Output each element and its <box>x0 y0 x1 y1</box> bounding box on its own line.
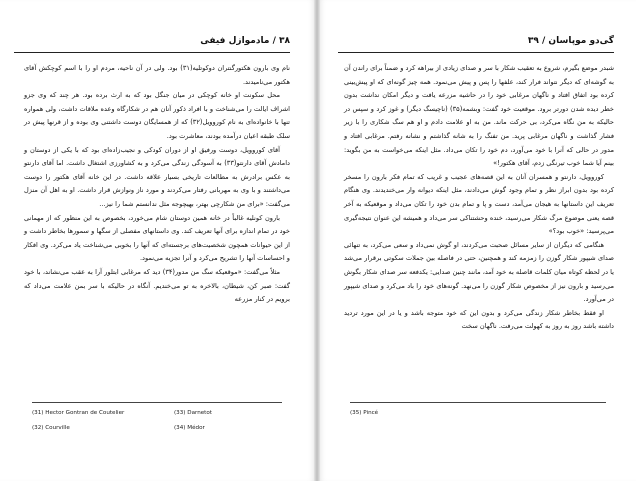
footnote: (34) Médor <box>174 425 205 431</box>
right-footnote-rule <box>350 402 606 403</box>
paragraph: نام وی بارون هکتورگنتران دوکوتلیه(۳۱) بود. ولی در آن ناحیه، مردم او را با اسم کوچکش آقای هکتور می‌نامیدند. <box>24 64 290 86</box>
right-header-rule <box>338 52 614 53</box>
left-page-header: ۳۸ / مادموازل فیفی <box>200 36 290 46</box>
right-page-body <box>344 62 614 334</box>
paragraph: بارون کونلیه غالباً در خانه همین دوستان شام می‌خورد، بخصوص به این منظور که از مهمانی خود در تمام اندازه برای آنها تعریف کند. وی داستانهای مفصلی از سگها و سمورها بخاطر داشت و از این حیوانات همچون شخصیت‌های برجسته‌ای که آنها را بخوبی می‌شناخت یاد می‌کرد. وی افکار و احساسات آنها را تشریح می‌کرد و آنرا تجزیه می‌نمود. <box>24 213 290 263</box>
footnote: (33) Darnetot <box>174 410 212 416</box>
footnote: (35) Pincé <box>350 410 379 416</box>
paragraph: کوروویل، دارنتو و همسران آنان به این قصه‌های عجیب و غریب که تمام فکر بارون را مسخر کرده بود بدون ابراز نظر و تمام وجود گوش می‌دادند، مثل اینکه دیوانه وار می‌خندیدند. وی هنگام تعریف این داستانها به هیجان می‌آمد، دست و پا و تمام بدن خود را تکان می‌داد و موقعیکه به آخر قصه یعنی موضوع مرگ شکار می‌رسید، خنده وحشتناکی سر می‌داد و همیشه این عنوان نتیجه‌گیری می‌پرسید: «خوب بود؟» <box>344 172 614 236</box>
left-page-body <box>24 62 290 307</box>
book-gutter <box>314 0 320 481</box>
right-page-header: گی‌دو موپاسان / ۳۹ <box>527 36 614 46</box>
paragraph: شبدر موضع بگیرم، شروع به تعقیب شکار با سر و صدای زیادی از بیراهه کرد و ضمناً برای راندن آن به گوشه‌ای که دیگر نتواند فرار کند، علفها را پس و پیش می‌نمود. همه چیز گونه‌ای که او پیش‌بینی کرده بود اتفاق افتاد و ناگهان مرغابی خود را در حاشیه مزرعه یافت و دیگر امکان نداشت بدون خطر دیده شدن دورتر برود. موقعیت خود گفت: وبشمه(۳۵) (ناچیسگ دیگر) و غوز کرد و سپس در حالیکه به من نگاه می‌کرد، بی حرکت ماند. من به او علامت دادم و او هم سگ شکاری را با زیر فشار گذاشت و ناگهان مرغابی پرید. من تفنگ را به شانه گذاشتم و نشانه رفتم. مرغابی افتاد و مدور در حالی که آنرا با خود می‌آورد، دم خود را تکان می‌داد. مثل اینکه می‌خواست به من بگوید: بینم آیا شما خوب تیرنگی زدم، آقای هکتور!» <box>344 64 614 168</box>
left-header-rule <box>14 52 290 53</box>
left-footnote-rule <box>32 402 282 403</box>
footnote: (32) Courville <box>32 425 70 431</box>
footnote: (31) Hector Gontran de Coutelier <box>32 410 125 416</box>
paragraph: محل سکونت او خانه کوچکی در میان جنگل بود که به ارث برده بود. هر چند که وی جزو اشراف ایالت را می‌شناخت و با افراد ذکور آنان هم در شکارگاه وعده ملاقات داشت، ولی همواره تنها با خانواده‌ای به نام کوروویل(۳۲) که از همسایگان دوست داشتنی وی بوده و از قرنها پیش در سلک طبقه اعیان درآمده بودند، معاشرت بود. <box>24 91 290 140</box>
paragraph: او فقط بخاطر شکار زندگی می‌کرد و بدون این که خود متوجه باشد و یا در این مورد تردید داشته باشد روز به روز به کهولت می‌رفت. ناگهان سخت <box>344 308 614 331</box>
paragraph: مثلاً می‌گفت: «موقعیکه سگ من مدور(۳۴) دید که مرغابی ابتلور آرا به عقب می‌نشاند، با خود گفت: صبر کن، شیطان، بالاخره به تو می‌خندیم. آنگاه در حالیکه با سر بمن علامت می‌داد که برویم در کنار مزرعه <box>24 267 290 304</box>
paragraph: آقای کوروویل، دوست ورفیق او از دوران کودکی و نجیب‌زاده‌ای بود که با یکی از دوستان و دامادش آقای دارنتو(۳۳) به آسودگی زندگی می‌کرد و به کشاورزی اشتغال داشت. اما آقای دارنتو به عکس برادرش به مطالعات تاریخی بسیار علاقه داشت. در این خانه آقای هکتور را دوست می‌داشتند و با وی به مهربانی رفتار می‌کردند و مورد ناز ونوازش قرار داشت. او به اهل آن منزل می‌گفت: «برای من شکارچی بهتر، بهیچوجه مثل ندانستم شما را نیز... <box>24 145 290 208</box>
paragraph: هنگامی که دیگران از سایر مسائل صحبت می‌کردند، او گوش نمی‌داد و سعی می‌کرد، به تنهائی صدای شیپور شکار گوزن را زمزمه کند و همچنین، حتی در فاصله بین جملات سکوتی برقرار می‌شد یا در لحظه کوتاه میان کلمات قاصله به خود آمد، مانند چنین صدایی: یکدفعه سر صدای شکار بگوش می‌رسید و بارون نیز از مخصوص شکار گوزن را می‌نهد. گونه‌های خود را باد می‌کرد و صدای شیپور در می‌آورد. <box>344 240 614 304</box>
